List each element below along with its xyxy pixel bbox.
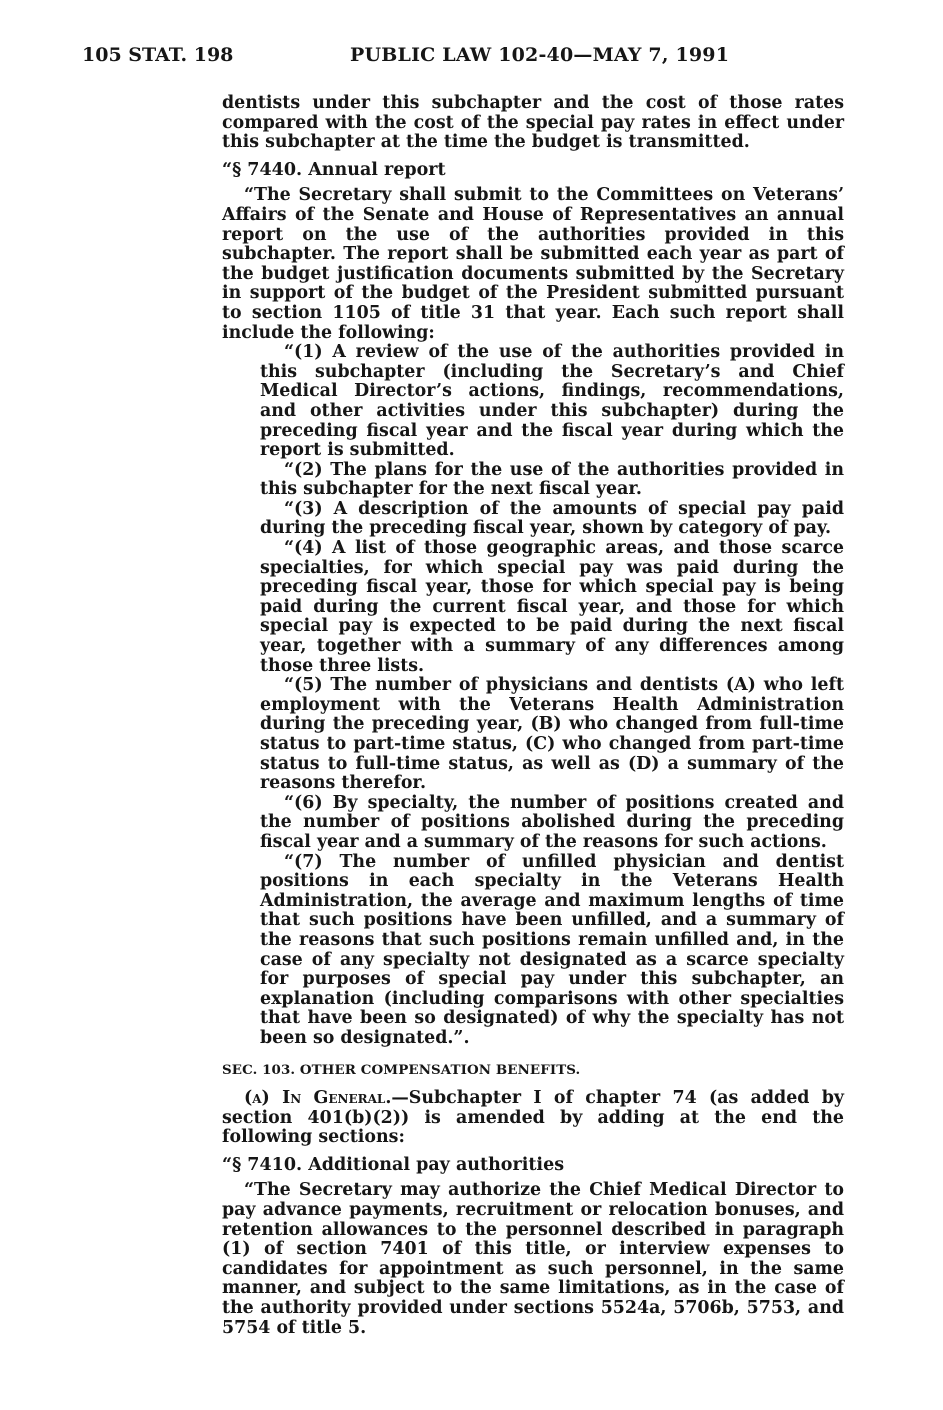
list-item-7: “(7) The number of unfilled physician and dentist positions in each specialty in the Veterans Health Administration, the average and maximum lengths of time that such positions have been unfilled, and a summary of the reasons that such positions remain unfilled and, in the case of any specialty not designated as a scarce specialty for purposes of special pay under this subchapter, an explanation (including comparisons with other specialties that have been so designated) of why the specialty has not been so designated.”. [260, 851, 844, 1048]
subsection-lead: (a) In General. [244, 1088, 392, 1109]
section-7440-heading: “§ 7440. Annual report [222, 159, 446, 180]
list-item-2: “(2) The plans for the use of the authorities provided in this subchapter for the next fiscal year. [260, 459, 844, 500]
list-item-1: “(1) A review of the use of the authorities provided in this subchapter (including the Secretary’s and Chief Medical Director’s actions, findings, recommendations, and other activities under this subchapter) during the preceding fiscal year and the fiscal year during which the report is submitted. [260, 342, 844, 461]
folio: 105 STAT. 198 [82, 44, 234, 66]
list-item-5: “(5) The number of physicians and dentists (A) who left employment with the Veterans Health Administration during the preceding year, (B) who changed from full-time status to part-time status, (C) who changed from part-time status to full-time status, as well as (D) a summary of the reasons therefor. [260, 675, 844, 794]
section-7410-heading: “§ 7410. Additional pay authorities [222, 1154, 565, 1175]
section-103-title: SEC. 103. OTHER COMPENSATION BENEFITS. [222, 1061, 581, 1078]
section-103-a [222, 1089, 844, 1148]
list-item-4: “(4) A list of those geographic areas, and those scarce specialties, for which special pay was paid during the preceding fiscal year, those for which special pay is being paid during the current fiscal year, and those for which special pay is expected to be paid during the next fiscal year, together with a summary of any differences among those three lists. [260, 538, 844, 676]
section-7410-text: “The Secretary may authorize the Chief Medical Director to pay advance payments, recruitment or relocation bonuses, and retention allowances to the personnel described in paragraph (1) of section 7401 of this title, or interview expenses to candidates for appointment as such personnel, in the same manner, and subject to the same limitations, as in the case of the authority provided under sections 5524a, 5706b, 5753, and 5754 of title 5. [222, 1180, 844, 1338]
running-head: PUBLIC LAW 102-40—MAY 7, 1991 [350, 44, 730, 66]
document-body [222, 94, 844, 1338]
section-7440-intro: “The Secretary shall submit to the Committees on Veterans’ Affairs of the Senate and House of Representatives an annual report on the use of the authorities provided in this subchapter. The report shall be submitted each year as part of the budget justification documents submitted by the Secretary in support of the budget of the President submitted pursuant to section 1105 of title 31 that year. Each such report shall include the following: [222, 185, 844, 343]
carryover-paragraph: dentists under this subchapter and the cost of those rates compared with the cost of the special pay rates in effect under this subchapter at the time the budget is transmitted. [222, 93, 844, 153]
page-header [82, 44, 802, 74]
list-item-6: “(6) By specialty, the number of positions created and the number of positions abolished during the preceding fiscal year and a summary of the reasons for such actions. [260, 792, 844, 852]
list-item-3: “(3) A description of the amounts of special pay paid during the preceding fiscal year, shown by category of pay. [260, 498, 844, 539]
subsection-text: —Subchapter I of chapter 74 (as added by section 401(b)(2)) is amended by adding at the end the following sections: [222, 1088, 844, 1148]
